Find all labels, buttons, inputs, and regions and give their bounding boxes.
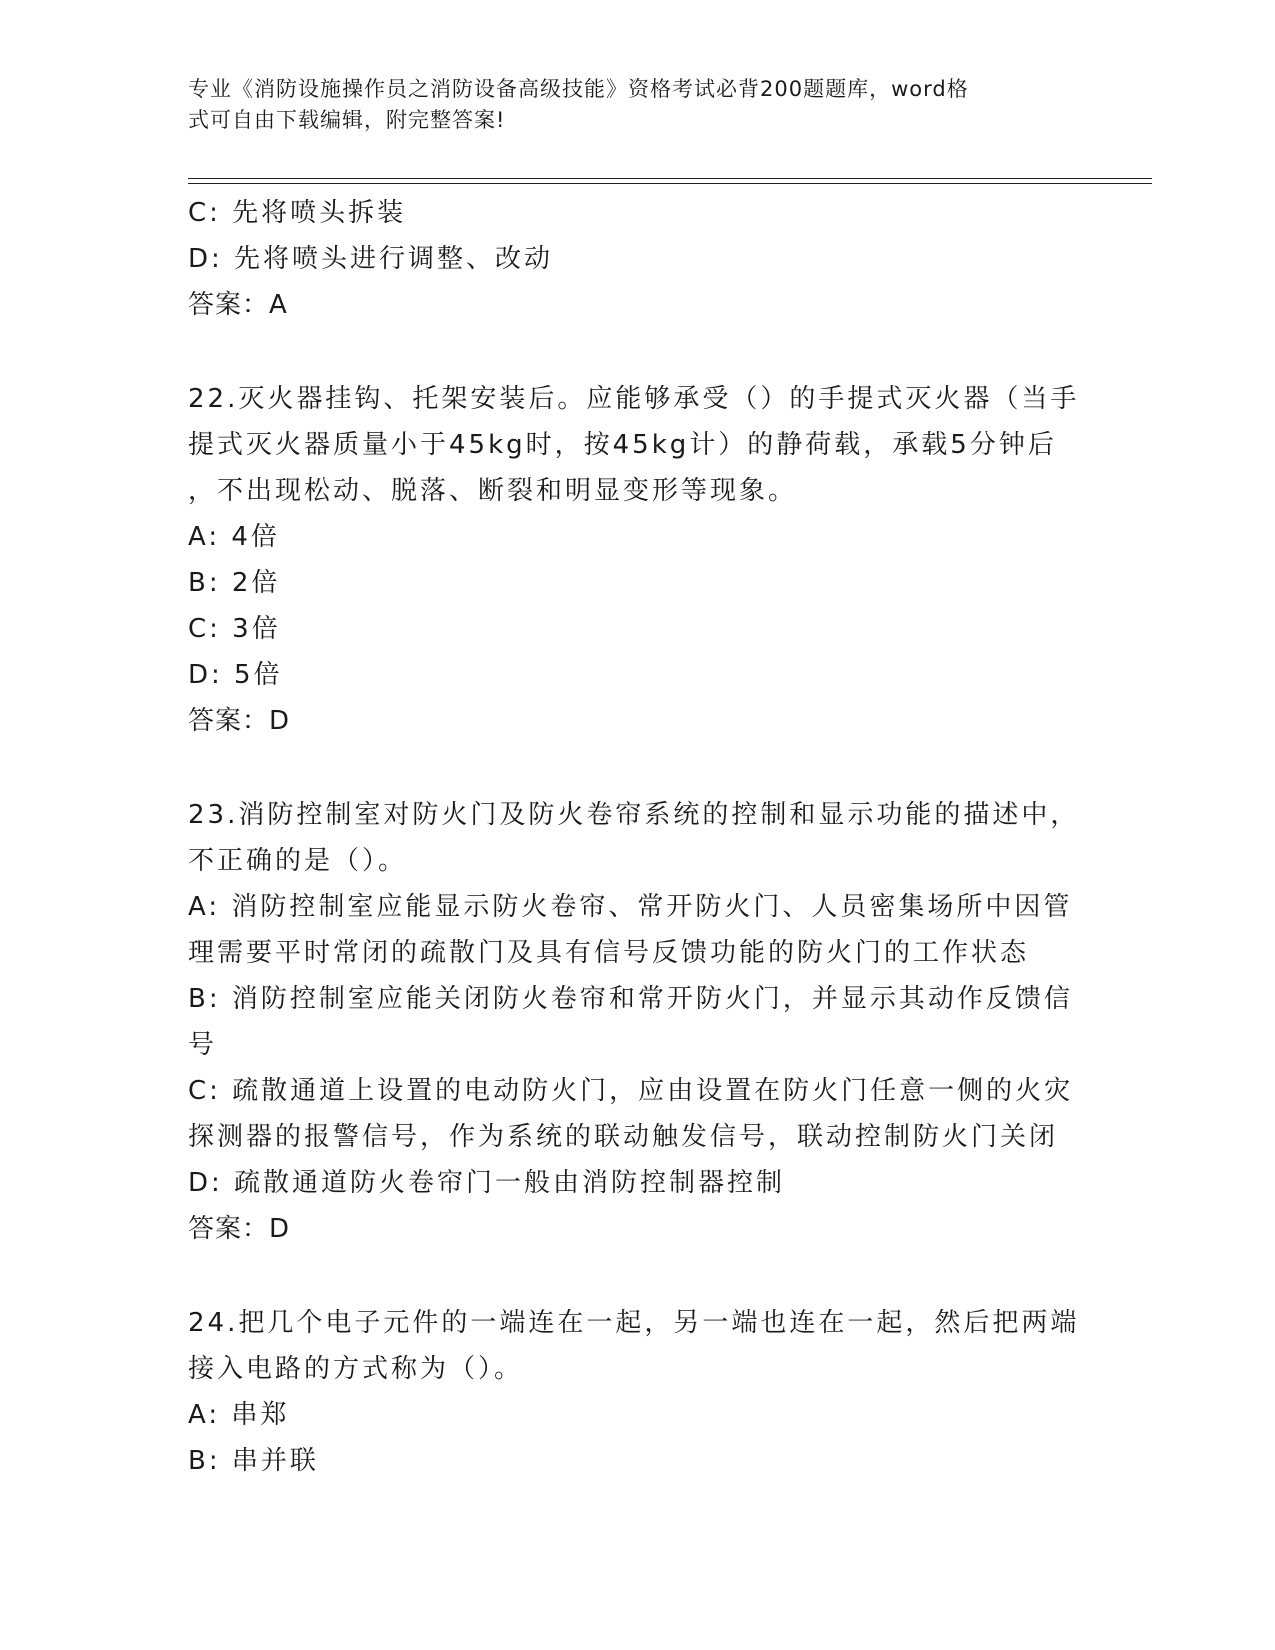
previous-question-tail <box>188 190 1088 328</box>
option-b-continued: 号 <box>188 1030 218 1060</box>
answer: 答案：D <box>188 1214 291 1244</box>
answer: 答案：A <box>188 290 288 320</box>
option-d: D: 先将喷头进行调整、改动 <box>188 244 554 274</box>
header-divider-top <box>188 178 1152 179</box>
option-d: D: 疏散通道防火卷帘门一般由消防控制器控制 <box>188 1168 786 1198</box>
option-b: B: 消防控制室应能关闭防火卷帘和常开防火门，并显示其动作反馈信 <box>188 984 1073 1014</box>
header-title-line-1: 专业《消防设施操作员之消防设备高级技能》资格考试必背200题题库，word格 <box>188 77 969 101</box>
question-stem-line: 24.把几个电子元件的一端连在一起，另一端也连在一起，然后把两端 <box>188 1308 1080 1338</box>
option-c: C: 先将喷头拆装 <box>188 198 407 228</box>
option-b: B: 2倍 <box>188 568 281 598</box>
question-stem-line: 不正确的是（）。 <box>188 846 408 876</box>
option-a: A: 串郑 <box>188 1400 290 1430</box>
question-22 <box>188 376 1088 744</box>
document-header <box>188 74 1068 136</box>
question-stem-line: 23.消防控制室对防火门及防火卷帘系统的控制和显示功能的描述中， <box>188 800 1080 830</box>
option-a: A: 4倍 <box>188 522 280 552</box>
question-list <box>188 190 1088 1484</box>
option-b: B: 串并联 <box>188 1446 319 1476</box>
question-24 <box>188 1300 1088 1484</box>
answer: 答案：D <box>188 706 291 736</box>
option-c-continued: 探测器的报警信号，作为系统的联动触发信号，联动控制防火门关闭 <box>188 1122 1059 1152</box>
option-c: C: 疏散通道上设置的电动防火门，应由设置在防火门任意一侧的火灾 <box>188 1076 1074 1106</box>
option-d: D: 5倍 <box>188 660 283 690</box>
question-stem-line: 22.灭火器挂钩、托架安装后。应能够承受（）的手提式灭火器（当手 <box>188 384 1080 414</box>
option-a-continued: 理需要平时常闭的疏散门及具有信号反馈功能的防火门的工作状态 <box>188 938 1030 968</box>
question-stem-line: 接入电路的方式称为（）。 <box>188 1354 524 1384</box>
header-divider-bottom <box>188 183 1152 184</box>
option-c: C: 3倍 <box>188 614 281 644</box>
question-stem-line: 提式灭火器质量小于45kg时，按45kg计）的静荷载，承载5分钟后 <box>188 430 1057 460</box>
question-stem-line: ，不出现松动、脱落、断裂和明显变形等现象。 <box>188 476 798 506</box>
header-title-line-2: 式可自由下载编辑，附完整答案! <box>188 108 506 132</box>
option-a: A: 消防控制室应能显示防火卷帘、常开防火门、人员密集场所中因管 <box>188 892 1073 922</box>
question-23 <box>188 792 1088 1252</box>
